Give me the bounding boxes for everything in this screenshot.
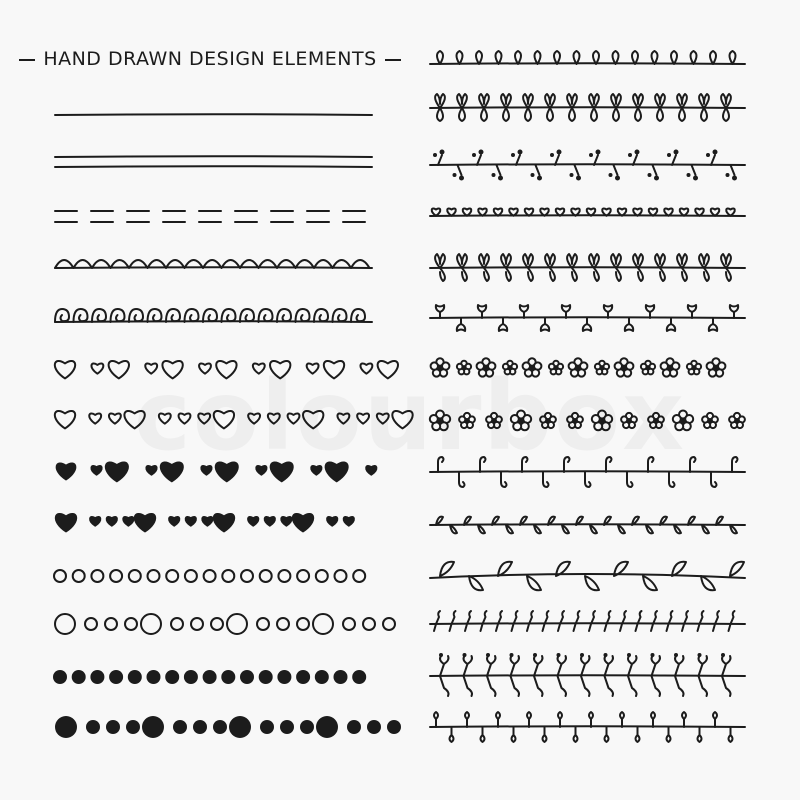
border-outline-hearts-b: [55, 411, 413, 428]
border-scallop: [55, 260, 372, 268]
border-small-circles: [54, 570, 365, 582]
border-flowers-a: [431, 358, 726, 376]
border-mixed-circles: [55, 614, 395, 634]
border-leaf-vine: [430, 517, 745, 534]
border-outline-hearts-a: [55, 361, 398, 378]
border-small-sprigs: [430, 611, 745, 631]
border-drop-loops: [430, 712, 745, 742]
border-filled-dots: [53, 670, 366, 684]
border-clover-branch: [430, 94, 745, 121]
border-heart-leaves: [430, 208, 745, 216]
page-title: [0, 48, 420, 70]
border-curl-hooks: [430, 457, 745, 487]
border-filled-hearts-b: [56, 514, 354, 531]
border-filled-hearts-a: [57, 462, 377, 481]
border-dashed-double: [55, 211, 365, 222]
border-berry-sprigs: [430, 150, 745, 181]
border-trefoil-branch: [430, 254, 745, 281]
title-dash-left: [19, 59, 35, 61]
border-leaf-curls: [430, 51, 745, 64]
border-single-line: [55, 114, 372, 115]
border-double-line: [55, 156, 372, 167]
title-text: HAND DRAWN DESIGN ELEMENTS: [43, 48, 377, 70]
left-column: [53, 114, 413, 738]
border-big-leaves: [430, 562, 745, 590]
border-tulip-buds: [430, 305, 745, 331]
border-ornate-branch: [430, 653, 745, 696]
title-dash-right: [385, 59, 401, 61]
right-column: [430, 51, 745, 742]
border-flowers-b: [430, 411, 745, 431]
border-mixed-dots: [55, 716, 401, 738]
border-curl-loops: [55, 309, 372, 322]
